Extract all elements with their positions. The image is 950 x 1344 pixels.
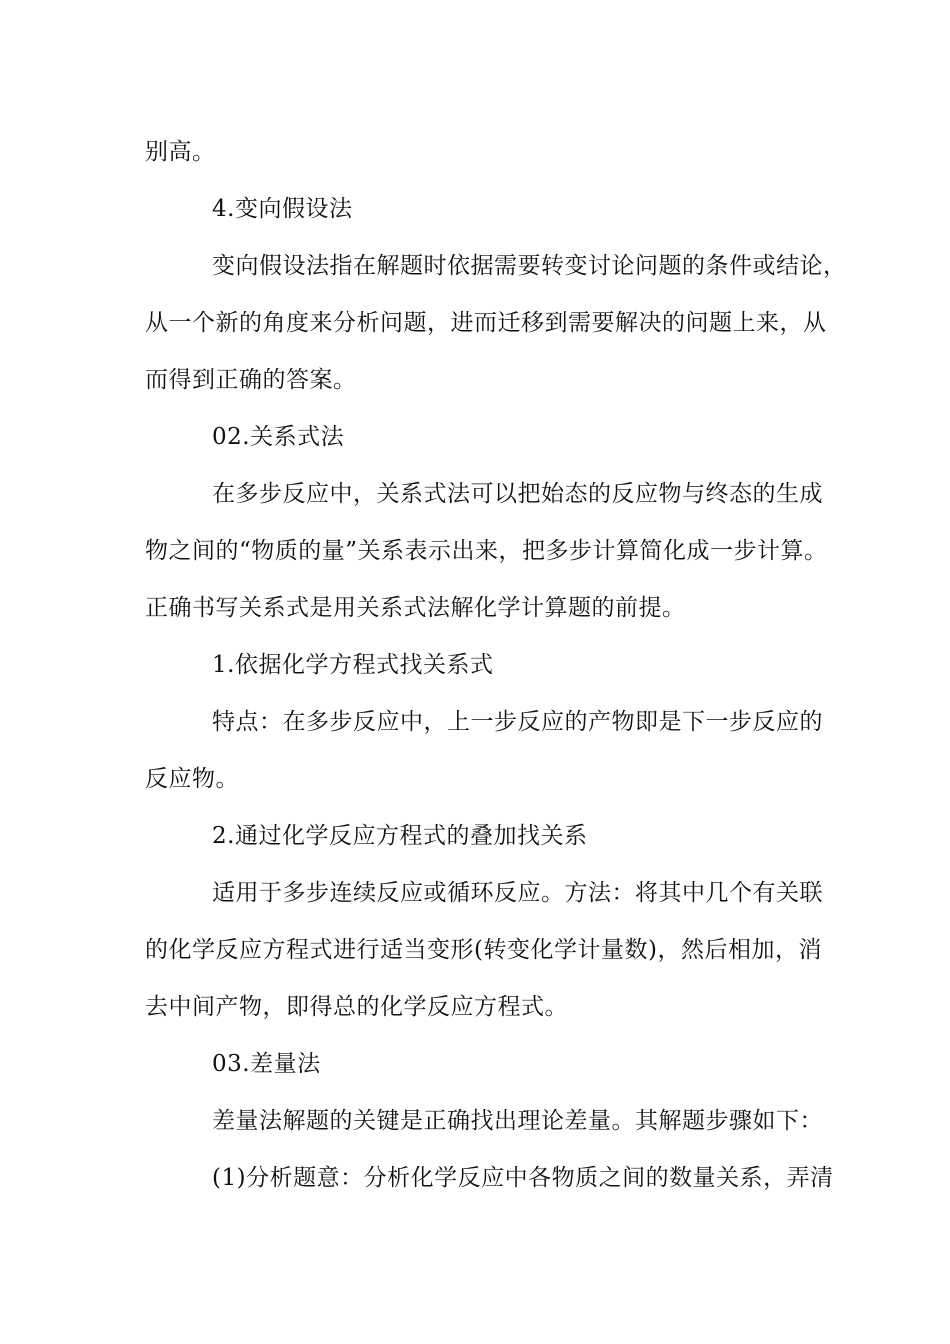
paragraph-line: 的化学反应方程式进行适当变形(转变化学计量数)，然后相加，消 — [145, 937, 822, 963]
paragraph-line: 反应物。 — [145, 766, 239, 792]
paragraph-line: 而得到正确的答案。 — [145, 367, 357, 393]
section-heading: 03.差量法 — [212, 1051, 321, 1077]
paragraph-line: 正确书写关系式是用关系式法解化学计算题的前提。 — [145, 595, 686, 621]
paragraph-line: 在多步反应中，关系式法可以把始态的反应物与终态的生成 — [212, 481, 823, 507]
section-heading: 2.通过化学反应方程式的叠加找关系 — [212, 823, 588, 849]
paragraph-line: 物之间的“物质的量”关系表示出来，把多步计算简化成一步计算。 — [145, 538, 828, 564]
paragraph-line: 差量法解题的关键是正确找出理论差量。其解题步骤如下： — [212, 1108, 823, 1134]
section-heading: 02.关系式法 — [212, 424, 345, 450]
paragraph-line: 特点：在多步反应中，上一步反应的产物即是下一步反应的 — [212, 709, 823, 735]
paragraph-line: 别高。 — [145, 139, 216, 165]
paragraph-line: 从一个新的角度来分析问题，进而迁移到需要解决的问题上来，从 — [145, 310, 827, 336]
section-heading: 1.依据化学方程式找关系式 — [212, 652, 494, 678]
paragraph-line: 适用于多步连续反应或循环反应。方法：将其中几个有关联 — [212, 880, 823, 906]
paragraph-line: (1)分析题意：分析化学反应中各物质之间的数量关系，弄清 — [212, 1165, 834, 1191]
section-heading: 4.变向假设法 — [212, 196, 353, 222]
paragraph-line: 变向假设法指在解题时依据需要转变讨论问题的条件或结论， — [212, 253, 847, 279]
paragraph-line: 去中间产物，即得总的化学反应方程式。 — [145, 994, 568, 1020]
